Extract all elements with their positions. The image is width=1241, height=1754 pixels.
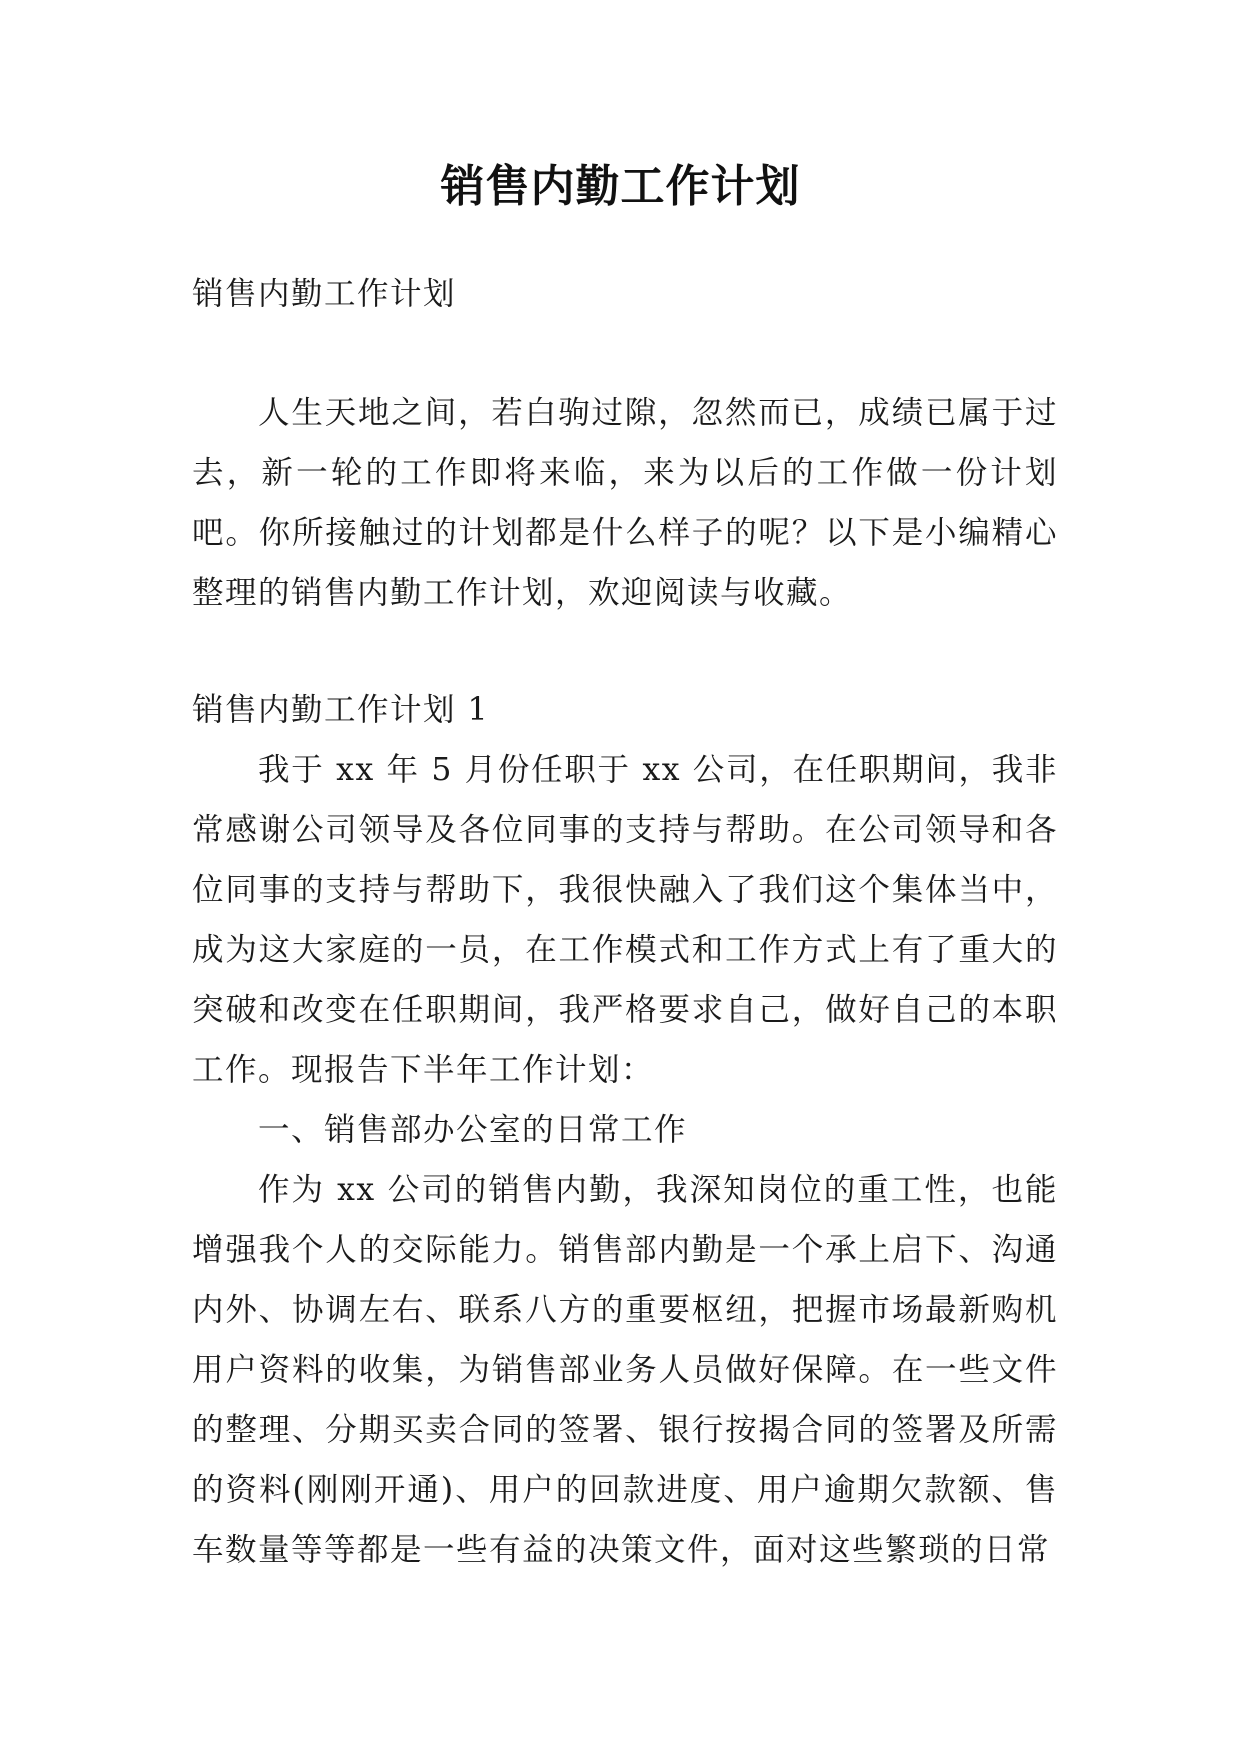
body-paragraph-1: 我于 xx 年 5 月份任职于 xx 公司，在任职期间，我非常感谢公司领导及各位同事的支持与帮助。在公司领导和各位同事的支持与帮助下，我很快融入了我们这个集体当中，成为这大家庭的一员，在工作模式和工作方式上有了重大的突破和改变在任职期间，我严格要求自己，做好自己的本职工作。现报告下半年工作计划： <box>192 752 1058 1088</box>
document-subtitle: 销售内勤工作计划 <box>192 276 457 312</box>
intro-paragraph: 人生天地之间，若白驹过隙，忽然而已，成绩已属于过去，新一轮的工作即将来临，来为以后的工作做一份计划吧。你所接触过的计划都是什么样子的呢？以下是小编精心整理的销售内勤工作计划，欢迎阅读与收藏。 <box>192 395 1058 611</box>
body-paragraph-2: 作为 xx 公司的销售内勤，我深知岗位的重工性，也能增强我个人的交际能力。销售部内勤是一个承上启下、沟通内外、协调左右、联系八方的重要枢纽，把握市场最新购机用户资料的收集，为销售部业务人员做好保障。在一些文件的整理、分期买卖合同的签署、银行按揭合同的签署及所需的资料(刚刚开通)、用户的回款进度、用户逾期欠款额、售车数量等等都是一些有益的决策文件，面对这些繁琐的日常 <box>192 1172 1058 1568</box>
document-title: 销售内勤工作计划 <box>440 161 801 212</box>
section-heading: 销售内勤工作计划 1 <box>192 692 490 728</box>
document-body <box>192 264 1058 1580</box>
subheading-1: 一、销售部办公室的日常工作 <box>258 1112 688 1148</box>
